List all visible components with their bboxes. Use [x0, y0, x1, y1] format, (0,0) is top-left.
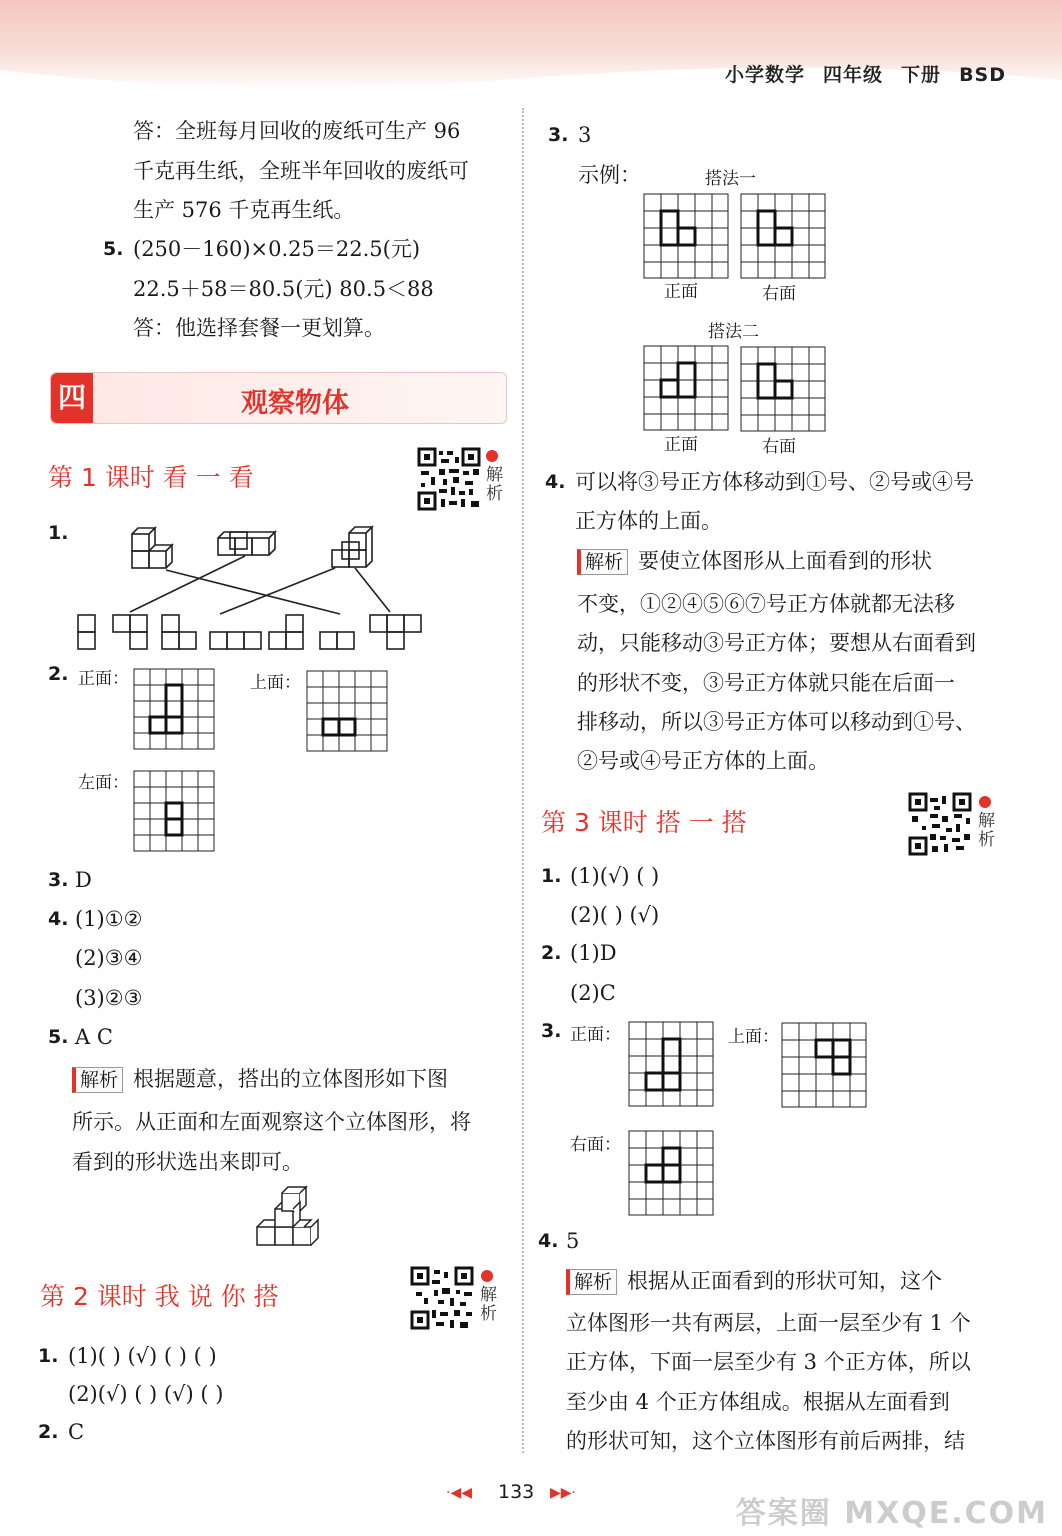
lesson-1-title: 第 1 课时 看 一 看	[48, 463, 254, 492]
r-q3-number: 3.	[548, 124, 569, 146]
method-1-label: 搭法一	[705, 169, 756, 189]
l1-q4-number: 4.	[48, 908, 69, 930]
view-label-top: 上面：	[250, 673, 301, 693]
l2-q2-answer: C	[68, 1420, 85, 1444]
l1-analysis-line-1	[72, 1066, 448, 1093]
l3-q4-answer: 5	[566, 1229, 580, 1253]
r-q4-analysis-line-1	[577, 548, 932, 575]
header-volume: 下册	[901, 64, 942, 86]
play-icon	[979, 796, 991, 808]
l1-q4-line-3: (3)②③	[75, 986, 143, 1010]
prev-arrows-icon: ·◀◀	[446, 1485, 472, 1501]
grid-m2-front	[643, 345, 729, 431]
l3-grid-right	[628, 1130, 714, 1216]
analysis-tag: 解析	[566, 1269, 617, 1295]
analysis-tag: 解析	[72, 1067, 123, 1093]
l3-q1-line-1: (1)(√) ( )	[570, 864, 660, 888]
l1-analysis-line-3: 看到的形状选出来即可。	[72, 1150, 303, 1174]
l3-q2-line-1: (1)D	[570, 941, 617, 965]
column-divider	[522, 108, 524, 1453]
l3-analysis-line-1	[566, 1268, 942, 1295]
l3-q1-line-2: (2)( ) (√)	[570, 903, 660, 927]
l3-analysis-text-1: 根据从正面看到的形状可知，这个	[627, 1269, 943, 1293]
l2-q1-line-2: (2)(√) ( ) (√) ( )	[68, 1382, 224, 1406]
l1-q5-answer: A C	[75, 1025, 113, 1049]
m1-right-label: 右面	[762, 284, 796, 304]
r-q4-number: 4.	[545, 471, 566, 493]
q5-number: 5.	[103, 238, 124, 260]
method-2-label: 搭法二	[708, 322, 759, 342]
grid-top-view	[306, 670, 388, 752]
qr-label: 解析	[978, 811, 995, 850]
example-label: 示例：	[578, 163, 641, 187]
l1-q4-line-2: (2)③④	[75, 946, 143, 970]
l1-q1-number: 1.	[48, 522, 69, 544]
l3-q1-number: 1.	[541, 865, 562, 887]
r-q4-analysis-text-1: 要使立体图形从上面看到的形状	[638, 549, 933, 573]
view-label-front: 正面：	[78, 669, 129, 689]
q1-matching-figure	[70, 520, 430, 650]
header-subject: 小学数学	[725, 64, 806, 86]
qr-label: 解析	[480, 1285, 497, 1324]
l3-analysis-line-5: 的形状可知，这个立体图形有前后两排，结	[566, 1429, 965, 1453]
grid-m1-front	[643, 193, 729, 279]
l3-grid-top	[781, 1022, 867, 1108]
q5-line-2: 22.5＋58＝80.5(元) 80.5＜88	[133, 277, 434, 301]
cont-line-3: 生产 576 千克再生纸。	[133, 198, 355, 222]
l3-view-label-right: 右面：	[570, 1135, 621, 1155]
qr-label: 解析	[486, 465, 503, 504]
m2-right-label: 右面	[762, 437, 796, 457]
l3-view-label-front: 正面：	[570, 1025, 621, 1045]
q5-line-3: 答：他选择套餐一更划算。	[133, 316, 385, 340]
l3-q3-number: 3.	[541, 1020, 562, 1042]
chapter-title: 观察物体	[241, 388, 349, 419]
l3-q4-number: 4.	[538, 1230, 559, 1252]
l3-analysis-line-2: 立体图形一共有两层，上面一层至少有 1 个	[566, 1311, 971, 1335]
l2-q1-number: 1.	[38, 1345, 59, 1367]
cube-stack-figure	[252, 1185, 322, 1249]
next-arrows-icon: ▶▶·	[550, 1485, 576, 1501]
l1-q2-number: 2.	[48, 663, 69, 685]
qr-code-icon[interactable]	[417, 447, 481, 511]
r-q4-line-2: 正方体的上面。	[575, 509, 722, 533]
r-q4-analysis-line-6: ②号或④号正方体的上面。	[577, 749, 829, 773]
play-icon	[486, 450, 498, 462]
r-q3-answer: 3	[578, 123, 592, 147]
page-number: 133	[498, 1481, 535, 1503]
qr-code-icon[interactable]	[410, 1266, 474, 1330]
l1-analysis-line-2: 所示。从正面和左面观察这个立体图形，将	[72, 1110, 471, 1134]
l3-view-label-top: 上面：	[728, 1027, 779, 1047]
l1-q4-line-1: (1)①②	[75, 907, 143, 931]
grid-m2-right	[740, 346, 826, 432]
r-q4-analysis-line-5: 排移动，所以③号正方体可以移动到①号、	[577, 710, 976, 734]
view-label-left: 左面：	[78, 773, 129, 793]
watermark: 答案圈 MXQE.COM	[735, 1496, 1048, 1531]
lesson-3-title: 第 3 课时 搭 一 搭	[541, 808, 747, 837]
l3-grid-front	[628, 1021, 714, 1107]
grid-front-view	[133, 668, 215, 750]
m1-front-label: 正面	[664, 282, 698, 302]
l3-analysis-line-3: 正方体，下面一层至少有 3 个正方体，所以	[566, 1350, 971, 1374]
cont-line-2: 千克再生纸，全班半年回收的废纸可	[133, 159, 469, 183]
r-q4-analysis-line-3: 动，只能移动③号正方体；要想从右面看到	[577, 631, 976, 655]
r-q4-analysis-line-4: 的形状不变，③号正方体就只能在后面一	[577, 671, 955, 695]
header-grade: 四年级	[823, 64, 884, 86]
r-q4-line-1: 可以将③号正方体移动到①号、②号或④号	[575, 470, 974, 494]
q5-line-1: (250－160)×0.25＝22.5(元)	[133, 237, 421, 261]
l1-analysis-text-1: 根据题意，搭出的立体图形如下图	[133, 1067, 449, 1091]
header-info	[707, 60, 1006, 87]
cont-line-1: 答：全班每月回收的废纸可生产 96	[133, 119, 461, 143]
l1-q3-number: 3.	[48, 869, 69, 891]
l1-q5-number: 5.	[48, 1026, 69, 1048]
analysis-tag: 解析	[577, 549, 628, 575]
l3-analysis-line-4: 至少由 4 个正方体组成。根据从左面看到	[566, 1390, 950, 1414]
l3-q2-number: 2.	[541, 942, 562, 964]
l2-q2-number: 2.	[38, 1421, 59, 1443]
qr-code-icon[interactable]	[908, 792, 972, 856]
grid-m1-right	[740, 193, 826, 279]
header-edition: BSD	[959, 64, 1006, 86]
m2-front-label: 正面	[664, 435, 698, 455]
l1-q3-answer: D	[75, 868, 92, 892]
lesson-2-title: 第 2 课时 我 说 你 搭	[40, 1282, 279, 1311]
l2-q1-line-1: (1)( ) (√) ( ) ( )	[68, 1344, 217, 1368]
chapter-banner	[50, 372, 507, 424]
play-icon	[481, 1270, 493, 1282]
l3-q2-line-2: (2)C	[570, 981, 616, 1005]
r-q4-analysis-line-2: 不变，①②④⑤⑥⑦号正方体就都无法移	[577, 592, 955, 616]
grid-left-view	[133, 770, 215, 852]
chapter-number: 四	[51, 373, 93, 423]
